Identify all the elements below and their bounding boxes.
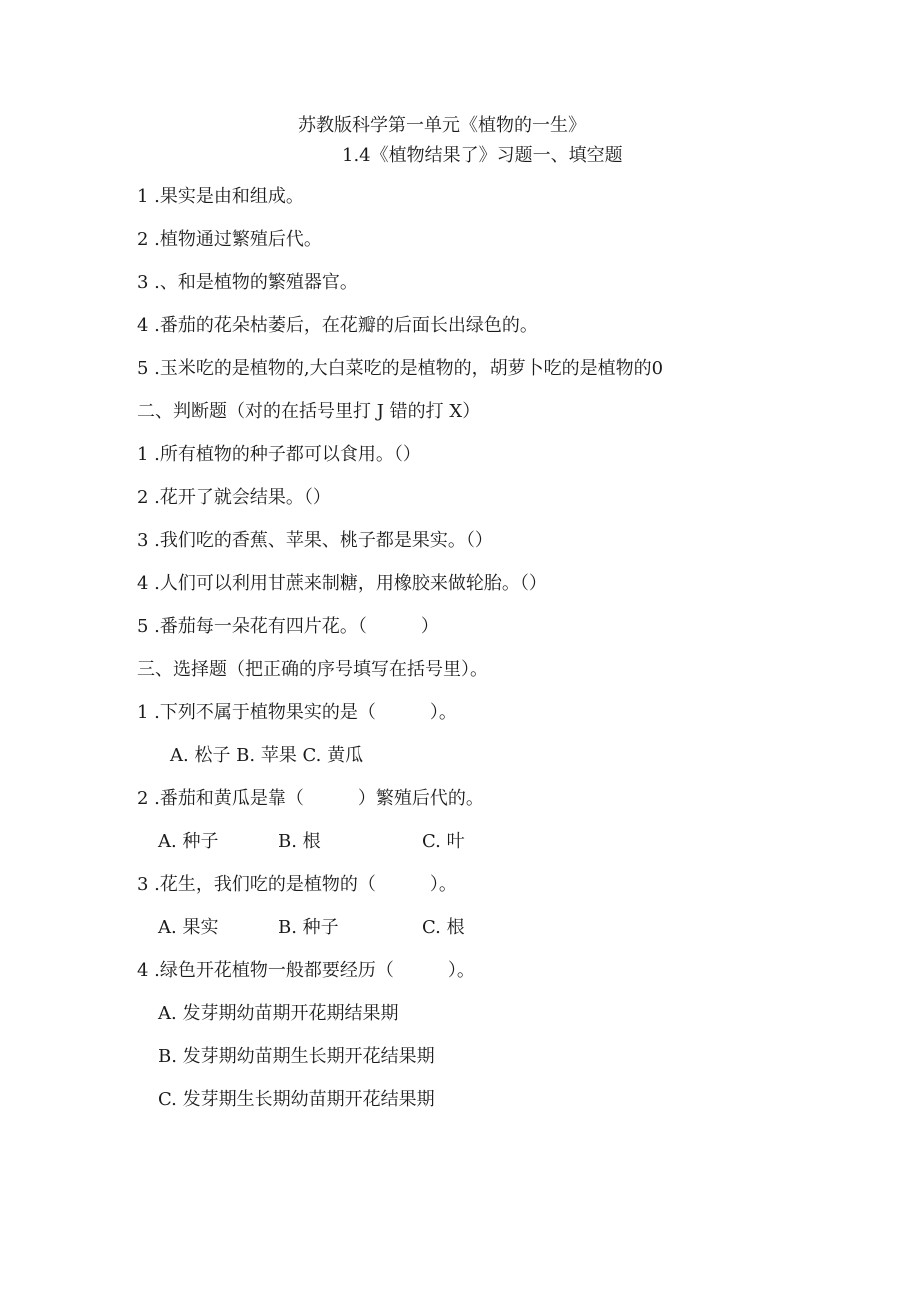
fill-blank-question-3: 3 .、和是植物的繁殖器官。	[137, 272, 358, 293]
choice-question-3-option-a: A. 果实	[158, 917, 219, 938]
choice-question-4-option-c: C. 发芽期生长期幼苗期开花结果期	[158, 1089, 435, 1110]
true-false-heading: 二、判断题（对的在括号里打 J 错的打 X）	[137, 401, 481, 422]
fill-blank-question-2: 2 .植物通过繁殖后代。	[137, 229, 322, 250]
choice-question-2-option-b: B. 根	[278, 831, 321, 852]
worksheet-title: 苏教版科学第一单元《植物的一生》	[298, 115, 586, 136]
choice-question-1: 1 .下列不属于植物果实的是（ ）。	[137, 702, 457, 723]
true-false-question-4: 4 .人们可以利用甘蔗来制糖，用橡胶来做轮胎。（）	[137, 573, 547, 594]
choice-question-4-option-a: A. 发芽期幼苗期开花期结果期	[158, 1003, 399, 1024]
choice-question-4: 4 .绿色开花植物一般都要经历（ ）。	[137, 960, 475, 981]
choice-question-2-option-a: A. 种子	[158, 831, 219, 852]
lesson-subtitle: 1.4《植物结果了》习题一、填空题	[342, 145, 623, 166]
choice-question-3-option-b: B. 种子	[278, 917, 339, 938]
choice-question-2-option-c: C. 叶	[422, 831, 465, 852]
true-false-question-3: 3 .我们吃的香蕉、苹果、桃子都是果实。（）	[137, 530, 493, 551]
choice-question-1-options: A. 松子 B. 苹果 C. 黄瓜	[170, 745, 364, 766]
choice-question-3: 3 .花生，我们吃的是植物的（ ）。	[137, 874, 457, 895]
fill-blank-question-5: 5 .玉米吃的是植物的,大白菜吃的是植物的，胡萝卜吃的是植物的0	[137, 358, 664, 379]
fill-blank-question-4: 4 .番茄的花朵枯萎后，在花瓣的后面长出绿色的。	[137, 315, 538, 336]
fill-blank-question-1: 1 .果实是由和组成。	[137, 186, 304, 207]
choice-question-2: 2 .番茄和黄瓜是靠（ ）繁殖后代的。	[137, 788, 484, 809]
true-false-question-1: 1 .所有植物的种子都可以食用。（）	[137, 444, 421, 465]
choice-question-4-option-b: B. 发芽期幼苗期生长期开花结果期	[158, 1046, 435, 1067]
multiple-choice-heading: 三、选择题（把正确的序号填写在括号里）。	[137, 659, 488, 680]
true-false-question-5: 5 .番茄每一朵花有四片花。（ ）	[137, 616, 439, 637]
choice-question-3-option-c: C. 根	[422, 917, 465, 938]
true-false-question-2: 2 .花开了就会结果。（）	[137, 487, 331, 508]
